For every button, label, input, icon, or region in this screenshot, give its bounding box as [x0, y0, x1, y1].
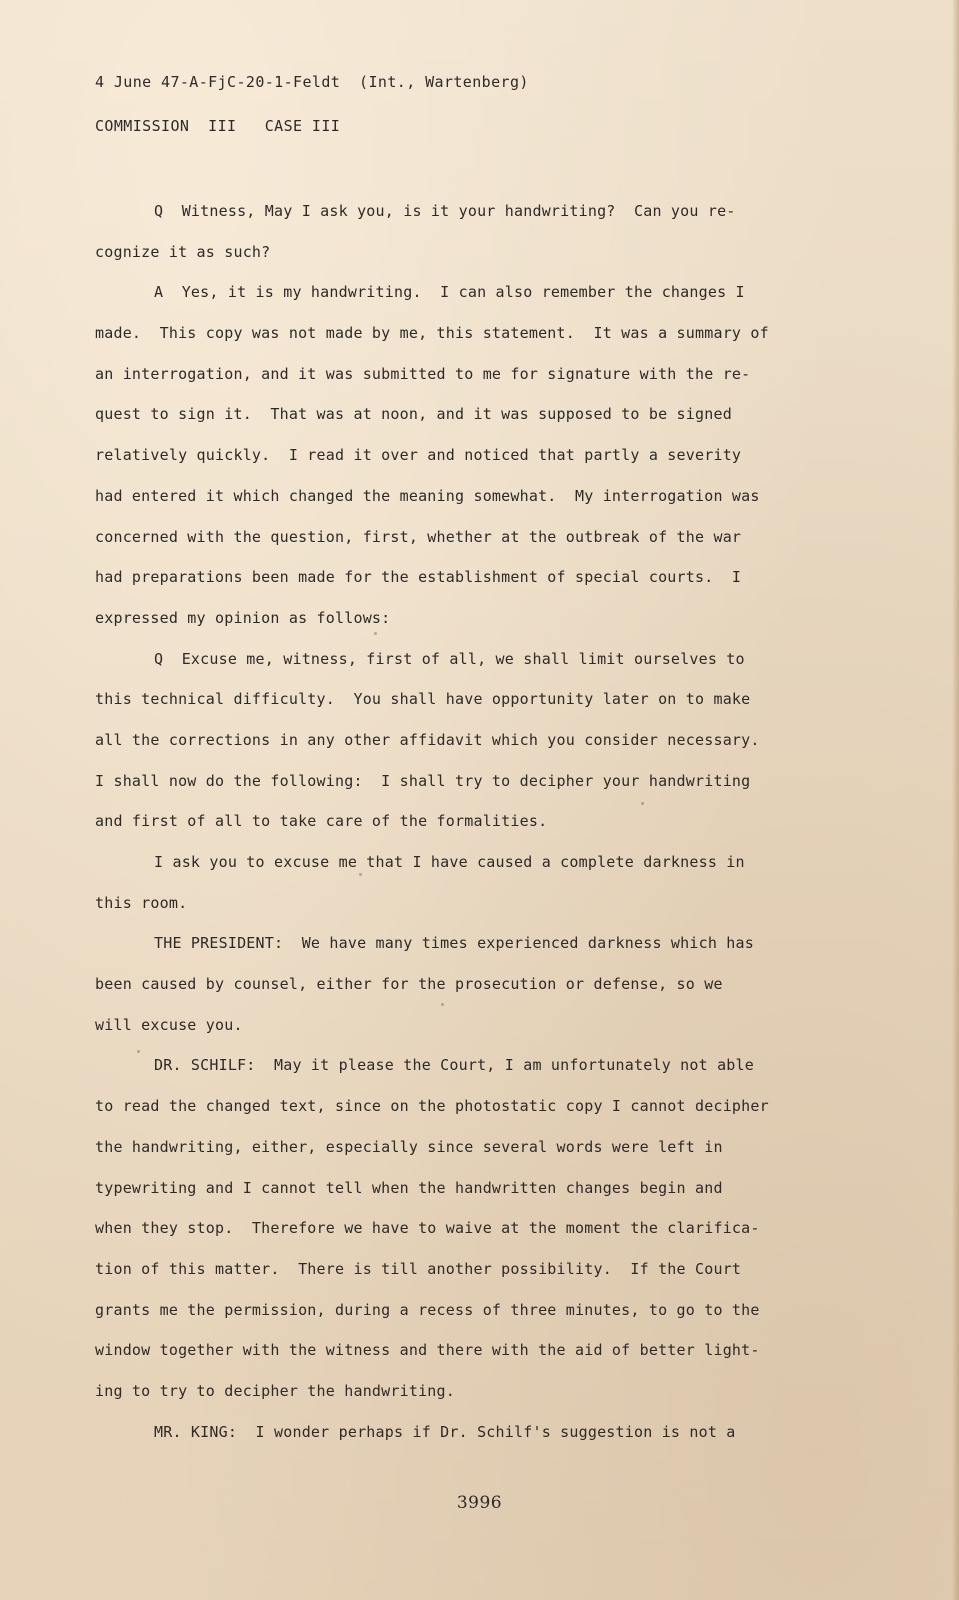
page-number: 3996 — [456, 1493, 503, 1513]
document-header-date-line: 4 June 47-A-FjC-20-1-Feldt (Int., Wartenberg) — [95, 73, 529, 91]
transcript-line: the handwriting, either, especially since several words were left in — [95, 1137, 723, 1156]
transcript-line: made. This copy was not made by me, this statement. It was a summary of — [95, 324, 769, 343]
transcript-line: tion of this matter. There is till another possibility. If the Court — [95, 1259, 742, 1278]
transcript-line: quest to sign it. That was at noon, and it was supposed to be signed — [95, 405, 732, 424]
transcript-line: expressed my opinion as follows: — [95, 608, 391, 627]
transcript-line: Q Excuse me, witness, first of all, we shall limit ourselves to — [154, 649, 745, 668]
transcript-line: will excuse you. — [95, 1015, 243, 1034]
transcript-line: to read the changed text, since on the photostatic copy I cannot decipher — [95, 1097, 769, 1116]
transcript-line: been caused by counsel, either for the prosecution or defense, so we — [95, 975, 723, 994]
transcript-line: and first of all to take care of the formalities. — [95, 812, 548, 831]
transcript-line: MR. KING: I wonder perhaps if Dr. Schilf's suggestion is not a — [154, 1422, 736, 1441]
transcript-line: had preparations been made for the establishment of special courts. I — [95, 568, 742, 587]
page-edge-shadow — [952, 0, 959, 1600]
transcript-line: window together with the witness and there with the aid of better light- — [95, 1341, 760, 1360]
transcript-line: this technical difficulty. You shall have opportunity later on to make — [95, 690, 751, 709]
document-header-commission-line: COMMISSION III CASE III — [95, 117, 341, 135]
transcript-body — [95, 191, 855, 1452]
transcript-line: THE PRESIDENT: We have many times experienced darkness which has — [154, 934, 754, 953]
transcript-line: Q Witness, May I ask you, is it your handwriting? Can you re- — [154, 202, 736, 220]
transcript-line: cognize it as such? — [95, 242, 271, 261]
transcript-line: all the corrections in any other affidavit which you consider necessary. — [95, 730, 760, 749]
transcript-line: ing to try to decipher the handwriting. — [95, 1381, 455, 1400]
transcript-line: an interrogation, and it was submitted to me for signature with the re- — [95, 364, 751, 383]
transcript-line: concerned with the question, first, whether at the outbreak of the war — [95, 527, 742, 546]
transcript-line: this room. — [95, 893, 188, 912]
transcript-line: grants me the permission, during a recess of three minutes, to go to the — [95, 1300, 760, 1319]
transcript-line: I shall now do the following: I shall try to decipher your handwriting — [95, 771, 751, 790]
transcript-line: I ask you to excuse me that I have caused a complete darkness in — [154, 853, 745, 871]
transcript-line: typewriting and I cannot tell when the handwritten changes begin and — [95, 1178, 723, 1197]
transcript-line: had entered it which changed the meaning somewhat. My interrogation was — [95, 486, 760, 505]
transcript-line: DR. SCHILF: May it please the Court, I am unfortunately not able — [154, 1056, 754, 1075]
transcript-line: relatively quickly. I read it over and noticed that partly a severity — [95, 446, 742, 465]
transcript-line: A Yes, it is my handwriting. I can also remember the changes I — [154, 283, 745, 302]
transcript-line: when they stop. Therefore we have to waive at the moment the clarifica- — [95, 1219, 760, 1238]
